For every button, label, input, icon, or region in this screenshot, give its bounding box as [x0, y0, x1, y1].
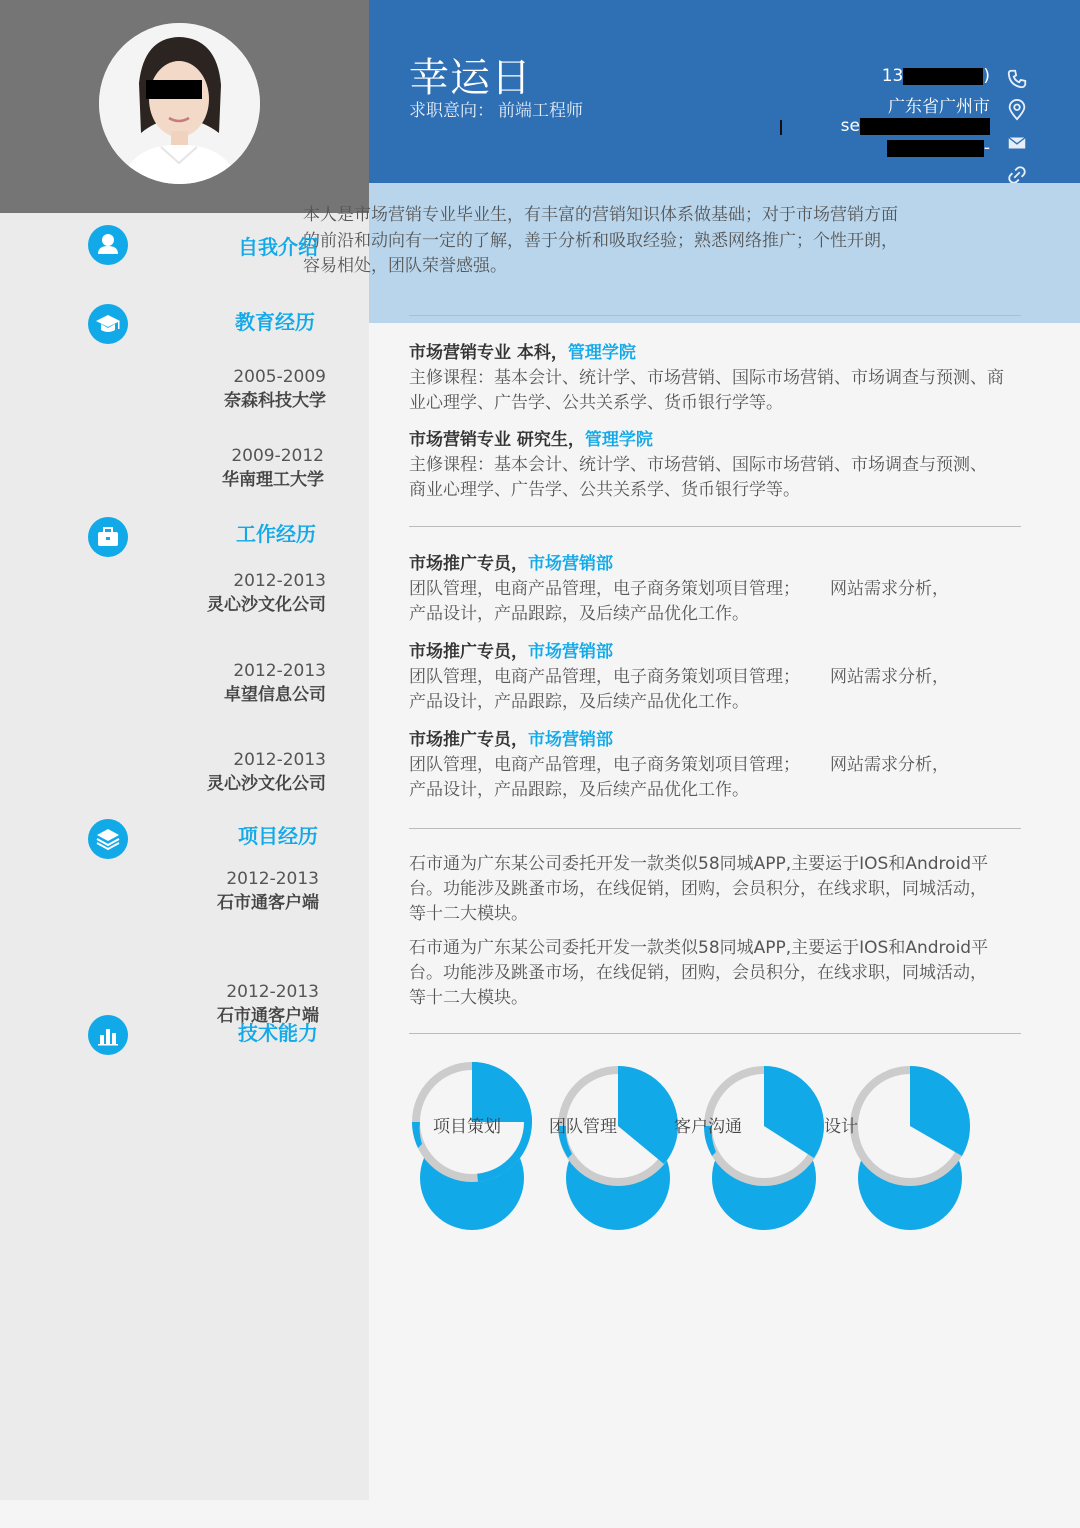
divider [409, 526, 1021, 527]
project-entry: 石市通为广东某公司委托开发一款类似58同城APP,主要运于IOS和Android平台。功能涉及跳蚤市场，在线促销，团购，会员积分，在线求职，同城活动，等十二大模块。 [409, 854, 989, 924]
photo-area [0, 0, 369, 213]
education-years: 2005-2009 [233, 367, 326, 387]
work-role: 市场推广专员， [409, 554, 528, 574]
education-courses: 主修课程：基本会计、统计学、市场营销、国际市场营销、市场调查与预测、商业心理学、广告学、公共关系学、货币银行学等。 [409, 455, 987, 500]
project-name: 石市通客户端 [217, 893, 319, 913]
work-desc: 团队管理，电商产品管理，电子商务策划项目管理； [409, 667, 800, 687]
skill-label: 团队管理 [549, 1117, 617, 1137]
address: 广东省广州市 [888, 97, 990, 117]
work-desc: 网站需求分析， [830, 667, 949, 687]
project-years: 2012-2013 [226, 982, 319, 1002]
work-company: 灵心沙文化公司 [207, 774, 326, 794]
section-title-work: 工作经历 [236, 522, 316, 546]
eye-redaction-bar [146, 80, 202, 99]
applicant-name: 幸运日 [409, 55, 532, 101]
education-degree: 市场营销专业 研究生， [409, 430, 585, 450]
skill-ring [554, 1066, 684, 1236]
work-dates-1 [207, 569, 326, 617]
work-dept: 市场营销部 [528, 730, 613, 750]
email-prefix: se [840, 116, 860, 136]
mail-icon [1006, 132, 1028, 154]
work-entry [409, 552, 1009, 627]
layers-icon [88, 819, 128, 859]
avatar [99, 23, 260, 184]
separator [780, 120, 782, 135]
job-intent-label: 求职意向： [409, 101, 494, 121]
website [887, 138, 990, 158]
education-school: 奈森科技大学 [224, 391, 326, 411]
work-role: 市场推广专员， [409, 642, 528, 662]
work-years: 2012-2013 [233, 661, 326, 681]
education-years: 2009-2012 [231, 446, 324, 466]
work-entry [409, 640, 1009, 715]
education-entry [409, 428, 999, 503]
briefcase-icon [88, 517, 128, 557]
skill-ring [702, 1066, 832, 1236]
phone-icon [1006, 68, 1028, 90]
divider [409, 828, 1021, 829]
education-dates-1 [224, 365, 326, 413]
job-intent [409, 96, 583, 121]
job-intent-value: 前端工程师 [498, 101, 583, 121]
skill-label: 客户沟通 [674, 1117, 742, 1137]
work-dept: 市场营销部 [528, 554, 613, 574]
work-dates-3 [207, 748, 326, 796]
education-college: 管理学院 [567, 343, 636, 363]
section-title-skills: 技术能力 [238, 1021, 318, 1045]
phone-suffix: ) [983, 66, 990, 86]
education-degree: 市场营销专业 本科， [409, 343, 568, 363]
section-title-intro: 自我介绍 [238, 235, 318, 259]
user-icon [88, 225, 128, 265]
website-suffix: - [983, 138, 990, 158]
location-icon [1006, 99, 1028, 121]
divider [409, 315, 1021, 316]
education-entry [409, 341, 1009, 416]
work-dept: 市场营销部 [528, 642, 613, 662]
work-dates-2 [224, 659, 326, 707]
work-desc: 网站需求分析， [830, 755, 949, 775]
work-years: 2012-2013 [233, 571, 326, 591]
portrait-image [99, 23, 260, 184]
work-desc: 网站需求分析， [830, 579, 949, 599]
intro-text: 本人是市场营销专业毕业生，有丰富的营销知识体系做基础；对于市场营销方面的前沿和动向有一定的了解，善于分析和吸取经验；熟悉网络推广；个性开朗，容易相处，团队荣誉感强。 [303, 205, 898, 276]
website-redaction [887, 140, 984, 157]
work-years: 2012-2013 [233, 750, 326, 770]
phone-number [882, 66, 990, 86]
skill-label: 项目策划 [433, 1117, 501, 1137]
work-role: 市场推广专员， [409, 730, 528, 750]
education-school: 华南理工大学 [222, 470, 324, 490]
phone-prefix: 13 [881, 66, 904, 86]
graduation-cap-icon [88, 304, 128, 344]
divider [409, 1033, 1021, 1034]
email-redaction [860, 118, 990, 135]
education-courses: 主修课程：基本会计、统计学、市场营销、国际市场营销、市场调查与预测、商业心理学、广告学、公共关系学、货币银行学等。 [409, 368, 1004, 413]
skill-ring [408, 1060, 538, 1230]
section-title-projects: 项目经历 [238, 824, 318, 848]
work-company: 卓望信息公司 [224, 685, 326, 705]
work-company: 灵心沙文化公司 [207, 595, 326, 615]
section-title-education: 教育经历 [235, 310, 315, 334]
work-desc: 产品设计，产品跟踪，及后续产品优化工作。 [409, 780, 749, 800]
education-college: 管理学院 [584, 430, 653, 450]
skill-label: 设计 [824, 1117, 858, 1137]
work-desc: 团队管理，电商产品管理，电子商务策划项目管理； [409, 579, 800, 599]
bar-chart-icon [88, 1015, 128, 1055]
project-dates-1 [217, 867, 319, 915]
skill-ring [848, 1066, 978, 1236]
project-name: 石市通客户端 [217, 1006, 319, 1026]
project-years: 2012-2013 [226, 869, 319, 889]
work-desc: 产品设计，产品跟踪，及后续产品优化工作。 [409, 692, 749, 712]
education-dates-2 [222, 444, 324, 492]
email [841, 116, 990, 136]
phone-redaction [903, 68, 983, 85]
work-entry [409, 728, 1009, 803]
work-desc: 产品设计，产品跟踪，及后续产品优化工作。 [409, 604, 749, 624]
project-entry: 石市通为广东某公司委托开发一款类似58同城APP,主要运于IOS和Android平台。功能涉及跳蚤市场，在线促销，团购，会员积分，在线求职，同城活动，等十二大模块。 [409, 938, 989, 1008]
work-desc: 团队管理，电商产品管理，电子商务策划项目管理； [409, 755, 800, 775]
